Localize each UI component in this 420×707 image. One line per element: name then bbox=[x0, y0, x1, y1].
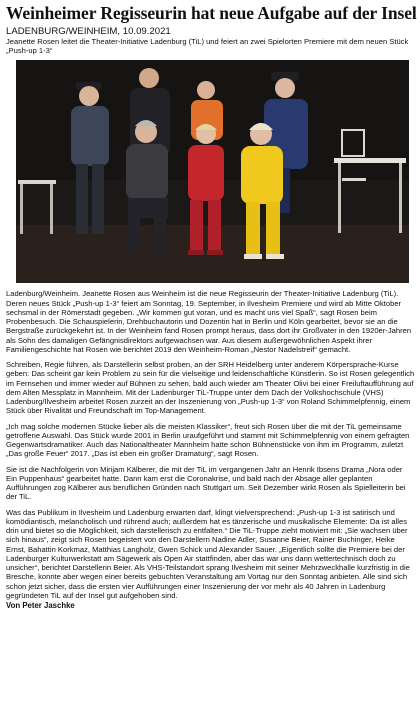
lead-text: Jeanette Rosen leitet die Theater-Initiative Ladenburg (TiL) und feiert an zwei Spielorten Premiere mit dem neuen Stück „Push-up 1-3“ bbox=[6, 37, 409, 56]
author-byline: Von Peter Jaschke bbox=[6, 601, 75, 611]
dateline: LADENBURG/WEINHEIM, 10.09.2021 bbox=[6, 26, 171, 37]
paragraph: Was das Publikum in Ilvesheim und Ladenburg erwarten darf, klingt vielversprechend: „Push-up 1-3 ist satirisch und komödiantisch, melancholisch und rührend auch; außerdem hat es tänzerische und musikalische Elemente: Da ist alles drin und bietet so die Möglichkeit, sich darstellerisch zu entfalten.“ Die TiL-Truppe zieht motiviert mit: „Sie wachsen über sich hinaus“, zeigt sich Rosen begeistert von den Darstellern Nadine Adler, Susanne Beier, Rainer Buchinger, Heike Ernst, Bahattin Korkmaz, Matthias Langholz, Gwen Schick und Alexander Sauer. „Eigentlich sollte die Premiere bei der Ladenburger Kulturwerkstatt am Sägewerk als Open Air stattfinden, aber das war uns dann wettertechnisch doch zu unsicher“, berichtet Darstellerin Beier. Als VHS-Teilstandort sprang Ilvesheim mit seiner Mehrzweckhalle kurzfristig in die Bresche, konnte aber wegen einer bereits gebuchten Veranstaltung am Vortag nur den Sonntag anbieten. Alle sind sich schon jetzt sicher, dass die ersten vier Aufführungen einer Inszenierung der vor mehr als 40 Jahren in Ladenburg gegründeten TiL auf der Insel gut aufgehoben sind. bbox=[6, 507, 410, 600]
article-body bbox=[5, 289, 415, 610]
paragraph: „Ich mag solche modernen Stücke lieber als die meisten Klassiker“, freut sich Rosen über die mit der TiL gemeinsame getroffene Auswahl. Das Stück wurde 2001 in Berlin uraufgeführt und stammt mit Schimmelpfennig von einem gefragten Gegenwartsdramatiker. Auch das Nationaltheater Mannheim hatte schon Bühnenstücke von ihm im Programm, zuletzt „Das große Feuer“ 2017. „Das ist eben ein großer Dramaturg“, sagt Rosen. bbox=[6, 421, 410, 459]
article-photo bbox=[16, 60, 409, 283]
paragraph: Sie ist die Nachfolgerin von Mirijam Kälberer, die mit der TiL im vergangenen Jahr an Henrik Ibsens Drama „Nora oder Ein Puppenhaus“ gearbeitet hatte. Dann kam erst die Coronakrise, und bald nach der Absage aller geplanten Aufführungen zog Kälberer aus beruflichen Gründen nach Stuttgart um. Seit Dezember wirkt Rosen als Spielleiterin bei der TiL. bbox=[6, 464, 406, 502]
paragraph: Schreiben, Regie führen, als Darstellerin selbst proben, an der SRH Heidelberg unter anderem Körpersprache-Kurse geben: Das scheint gar kein Problem zu sein für die vielseitige und leidenschaftliche Künstlerin. So ist Rosen gelegentlich im Fernsehen und immer wieder auf Bühnen zu sehen, bald auch wieder am Theater Olivi bei einer Freiluftaufführung auf dem Alten Messplatz in Mannheim. Mit der Ladenburger TiL-Truppe unter dem Dach der Volkshochschule (VHS) Ladenburg/Ilvesheim arbeitet Rosen zurzeit an der Inszenierung von „Push-up 1-3“ von Roland Schimmelpfennig, einem Stück über Rivalität und Freundschaft im Top-Management. bbox=[6, 360, 415, 416]
headline: Weinheimer Regisseurin hat neue Aufgabe auf der Insel bbox=[6, 3, 417, 23]
stage-photo-illustration bbox=[16, 60, 409, 283]
paragraph: Ladenburg/Weinheim. Jeanette Rosen aus Weinheim ist die neue Regisseurin der Theater-Initiative Ladenburg (TiL). Deren neues Stück „Push-up 1-3“ feiert am Sonntag, 19. September, in Ilvesheim Premiere und wird ab Mitte Oktober sechsmal in der Römerstadt gegeben. „Wir kommen gut voran, und es macht uns viel Spaß“, sagt Rosen beim Probenbesuch. Die Schauspielerin, Drehbuchautorin und Dozentin hat in Berlin und Köln gearbeitet, bevor sie an die Bergstraße zurückgekehrt ist. In der Weinheim fand Rosen prompt heraus, dass dort ihr Großvater in den 1920er-Jahren als Sohn des damaligen Gefängnisdirektors aufgewachsen war. Aus diesem außergewöhnlichen Aspekt ihrer Familiengeschichte hat Rosen wie berichtet 2019 den Weinheim-Roman „Nestor Nadelstreif“ gemacht. bbox=[6, 289, 412, 354]
